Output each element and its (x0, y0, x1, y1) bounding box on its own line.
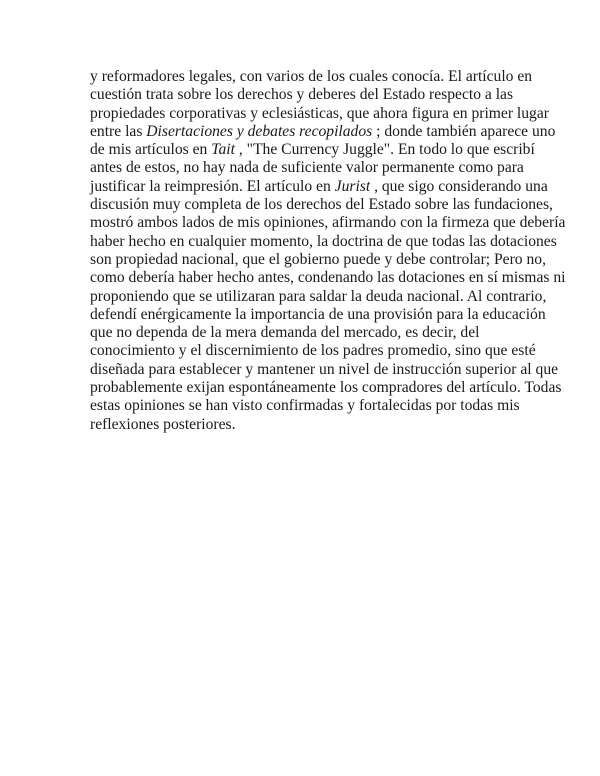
text-span: justificar la reimpresión. El artículo en (90, 177, 335, 195)
text-span: , que sigo considerando una (370, 177, 548, 195)
text-span: como debería haber hecho antes, condenando las dotaciones en sí mismas ni (90, 269, 566, 287)
italic-title: Jurist (334, 177, 371, 195)
text-span: de mis artículos en (90, 141, 212, 159)
text-span: propiedades corporativas y eclesiásticas, que ahora figura en primer lugar (90, 104, 549, 122)
text-line (90, 269, 566, 287)
text-line (90, 104, 549, 123)
text-span: ; donde también aparece uno (372, 122, 556, 140)
text-span: son propiedad nacional, que el gobierno puede y debe controlar; Pero no, (90, 250, 546, 268)
text-line (90, 250, 546, 269)
text-span: haber hecho en cualquier momento, la doctrina de que todas las dotaciones (90, 232, 557, 250)
text-span: cuestión trata sobre los derechos y deberes del Estado respecto a las (90, 86, 514, 104)
text-line (90, 379, 562, 397)
text-line (90, 177, 548, 196)
text-span: proponiendo que se utilizaran para saldar la deuda nacional. Al contrario, (90, 287, 547, 305)
text-span: antes de estos, no hay nada de suficiente valor permanente como para (90, 159, 524, 177)
italic-title: Disertaciones y debates recopilados (146, 122, 373, 140)
body-paragraph (90, 68, 566, 434)
text-span: diseñada para establecer y mantener un nivel de instrucción superior al que (90, 360, 559, 378)
text-line (90, 86, 530, 104)
text-span: y reformadores legales, con varios de los cuales conocía. El artículo en (90, 68, 533, 85)
text-span: entre las (90, 122, 147, 140)
text-line (90, 324, 530, 342)
text-line (90, 232, 557, 251)
text-span: reflexiones posteriores. (90, 415, 236, 433)
text-line (90, 159, 530, 177)
text-line (90, 122, 556, 141)
text-span: probablemente exijan espontáneamente los compradores del artículo. Todas (90, 379, 562, 397)
text-line (90, 416, 530, 434)
text-line (90, 360, 559, 379)
text-line (90, 397, 530, 415)
text-span: defendí enérgicamente la importancia de una provisión para la educación (90, 305, 546, 323)
text-line (90, 196, 553, 214)
text-line (90, 141, 535, 159)
italic-title: Tait (211, 141, 235, 159)
text-span: conocimiento y el discernimiento de los padres promedio, sino que esté (90, 342, 536, 360)
text-line (90, 287, 547, 306)
text-span: , "The Currency Juggle". En todo lo que escribí (234, 141, 535, 159)
text-span: discusión muy completa de los derechos del Estado sobre las fundaciones, (90, 196, 553, 214)
text-span: que no dependa de la mera demanda del mercado, es decir, del (90, 324, 480, 342)
text-line (90, 214, 566, 232)
text-span: estas opiniones se han visto confirmadas y fortalecidas por todas mis (90, 397, 520, 415)
text-line (90, 342, 536, 360)
text-span: mostró ambos lados de mis opiniones, afirmando con la firmeza que debería (90, 214, 566, 232)
text-line (90, 305, 546, 324)
text-line (90, 68, 533, 86)
